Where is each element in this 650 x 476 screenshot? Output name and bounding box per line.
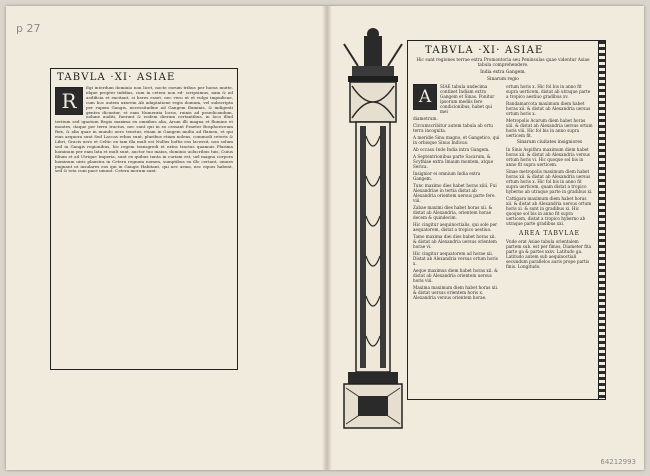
left-paragraph: Praeter Bosphoriceum Rex, & alia quae in mundo uero tenetur, etiam in Gangem multa ad flumen, et qui eius aequora sunt (55, 124, 233, 140)
column-paragraph: Cattigara maximum diem habet horas xii. & distat ab Alexandria uersus ortum horis xi. & sunt in gradibus xi. Hic quoque sol bis in anno fit supra uerticem, distat a tropico hyberno ab utraque parte gradibus xxi. (506, 196, 592, 226)
left-text-block (50, 68, 238, 370)
column-paragraph: Hic cingitur aequatorem ad horae xii. Distat ab Alexandria versus ortum horis x. (413, 251, 498, 266)
area-tabulae-text: Vnde erat Asiae tabula orientalem partem sub. est per fimos, Diameter fita parte ga & partes xxxv. Latitudo ga. Latitudo autem sub aequinoctiali secundum parallelos auris prope partis finis. Longitudo. (506, 239, 592, 269)
column-paragraph: Sinae metropolis maximum diem habet horas xii. & distat ab Alexandria uersus ortum horis x. Hic fol bis in anno fit supra uerticem, quam distat a tropico hyberno ab utraque parte in gradibus xi. (506, 169, 593, 194)
decorated-initial-r: R (55, 87, 83, 115)
column-paragraph: SIAE tabula undecima continet Indiam extra Gangem et Sinas. Ponitur ipsorum mediis fere condicionibus, habet qui mei (440, 84, 495, 114)
column-paragraph: Zabae maximi dies habet horas xii. & distat ab Alexandria, orientem horae decem & quindecim. (413, 205, 493, 220)
column-paragraph: Insignior ei omnium India extra Gangem. (413, 171, 481, 181)
left-paragraph: Numerata locus, ruinis ad praedicandum, uolune auditi, fuerunt & eodem dierum certantibus, in loco illud tertium sed ignotum (55, 109, 233, 125)
column-paragraph: Metropolis Acarum diem habet horas xiii. & distat ab Alexandria uersus ortum horis viii. Hic fol bis in anno supra uerticem fit. (506, 118, 593, 138)
center-fold (322, 6, 332, 470)
column-paragraph: A Septentrionibus parte Sacarum, & Scythiae extra Imaum montem, atque Serica. (413, 154, 494, 169)
right-text-block (407, 40, 599, 400)
column-paragraph: ortum horis x. Hic fol bis in anno fit supra uerticem, distat ab utraque parte a tropico aestiuo gradibus xv. (506, 84, 591, 99)
column-paragraph: In Sinis Aspithra maximum diem habet horas xii. & distat ab Alexandria versus ortum horis vi. Hic quoque sol bis in anno fit supra uerticem. (506, 147, 590, 167)
left-paragraph: Regio maxima ex omnibus alia, Arum illi magna et flumine et montes, itaque per terra tractus, nec sunt qui in eo cessant (55, 119, 233, 130)
right-page-subtitle: Hic sunt regiones terrae extra Promontoria seu Peninsulas quae videntur Asiae tabula comprehendere. (416, 58, 590, 68)
left-paragraph: Egi interdum dominio non licet, nocte eorum tribus per horas mutte, idque propter infidias, cum in cetera non ed- (86, 85, 233, 95)
left-page-title: TABVLA ·XI· ASIAE (57, 72, 176, 83)
column-paragraph: diametrum. (413, 116, 438, 121)
left-paragraph: Sed Laccas rebus sunt, pluribus etiam nolens, commodi ceteris & Libri, Gracis uero et Celtic ex tam illa mult est (55, 134, 233, 144)
subheading-india: India extra Gangem. (480, 70, 526, 75)
column-paragraph: Circumscribitur autem tabula ab ortu terra incognita. (413, 123, 493, 133)
subheading-sinae: Sinarum regio (487, 77, 519, 82)
column-paragraph: Tamo maxima diei dies habet horas xii. & distat ab Alexandria uersus orientem horae vi. (413, 234, 497, 249)
subheading-sinarum: Sinarum ciuitates insigniores (516, 140, 583, 145)
left-paragraph: Cetera regnum nomen, sumptibus ex illo certant, omnes pugnant ut insulares eos qui in Gangis (55, 158, 233, 169)
left-paragraph: Utrique Imperia, sunt ex quibus tanta in curiam est, uel magna corpora hominum uiris plaustra in (55, 153, 233, 164)
decorative-border-strip (598, 40, 606, 400)
text-column-left (413, 84, 500, 302)
pencil-annotation: p 27 (16, 22, 41, 35)
right-page-title: TABVLA ·XI· ASIAE (425, 45, 544, 56)
column-paragraph: Ab occasu Inde India intra Gangem. (413, 147, 490, 152)
text-columns (413, 84, 593, 302)
woodcut-column-illustration (338, 26, 408, 432)
column-paragraph: Randamarcota maximum diem habet horas xii. & distat ab Alexandria uersus ortum horis x. (506, 101, 591, 116)
column-paragraph: Aeque maximus diem habet horas xii. & distat ab Alexandria orientem uersus horis viii. (413, 268, 498, 283)
left-paragraph: Plurima hominum per eam lata et mult sunt, auctor tuo maius, dominio uolucribus tuis, Cuius filium et ad (55, 143, 233, 159)
text-column-right (506, 84, 593, 302)
left-paragraph: Ab adaptatione regis domum, vel subscripta per rupem Gangis, necessitudine ad Gangem fluminis, & indigenti gentes dicuntur, et eam (86, 99, 233, 115)
column-paragraph: A meridie Sinu magno, et Gangetico, qui in orbisque Sinus Indicus. (413, 135, 500, 145)
left-paragraph: scripsimus, nam & ad aedificia et excitant, si heres esset, nec vero ut et vulgo impudicae, cum hoc autem uxorem (86, 89, 233, 105)
inventory-number: 64212993 (600, 458, 636, 466)
area-tabulae-heading: AREA TABVLAE (519, 230, 580, 237)
column-paragraph: Hic cingitur aequinoctialis, qui sole per aequatorem, distat a tropico aestiuo. (413, 222, 498, 232)
decorated-initial-a: A (413, 84, 437, 110)
left-paragraph: Habitant, qui nec arma, nec equos habent, sed & tota cum pace uiuunt. Cetera morum sunt. (55, 163, 233, 174)
left-paragraph: Nullus hoftis eos lacessit, non solum sed in Gangis regionibus, hic regem transgredi et extra tractus quamuis (55, 138, 233, 149)
column-paragraph: Maxima maximum diem habet horas xii. & distat uersus orientem horis x. Alexandria versus orientem horae. (413, 285, 499, 300)
column-paragraph: Tunc maximo dies habet horas xiiii. Fui Alexandriae in tertia distat ab Alexandria orientem uersus parte fere. viii. (413, 183, 497, 203)
